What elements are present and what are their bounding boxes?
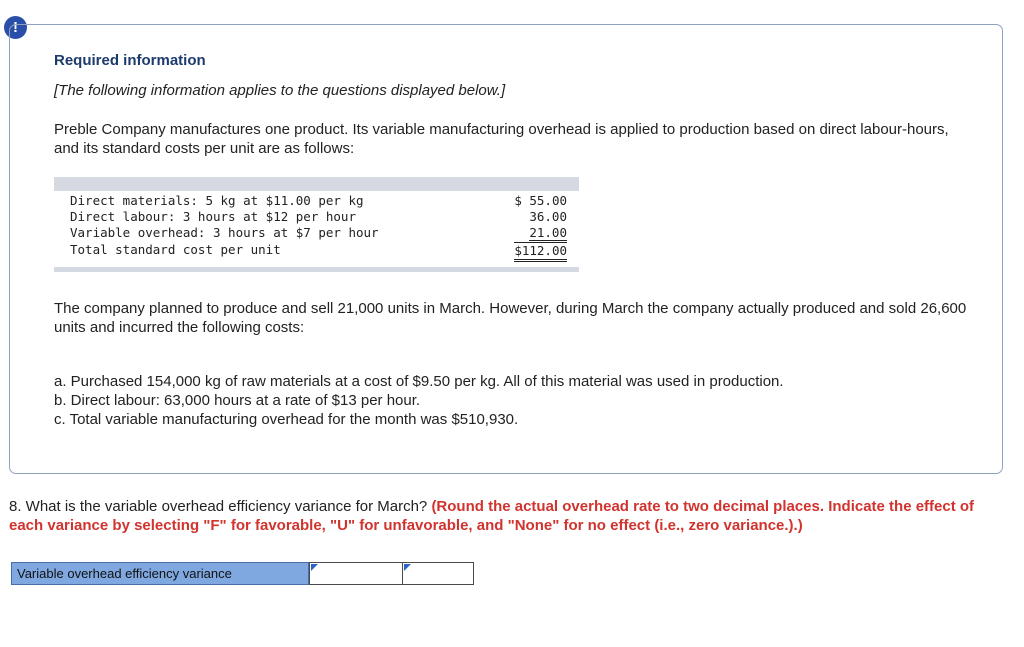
required-information-title: Required information (54, 52, 206, 69)
table-row (54, 225, 579, 242)
table-header-bar (54, 177, 579, 191)
row-amount-total: $112.00 (514, 242, 567, 262)
row-label: Direct materials: 5 kg at $11.00 per kg (70, 193, 364, 208)
question-instructions: (Round the actual overhead rate to two decimal places. Indicate the effect of each variance by selecting "F" for favorable, "U" for unfavorable, and "None" for no effect (i.e., zero variance.).) (9, 498, 975, 534)
row-amount: $ 55.00 (514, 193, 567, 208)
list-item: c. Total variable manufacturing overhead for the month was $510,930. (54, 411, 519, 428)
actual-costs-list (54, 372, 784, 429)
table-row-total (54, 242, 579, 259)
variance-effect-select[interactable] (403, 562, 474, 585)
plan-paragraph: The company planned to produce and sell 21,000 units in March. However, during March the company actually produced and sold 26,600 units and incurred the following costs: (54, 300, 967, 336)
table-row (54, 209, 579, 226)
question-8 (9, 497, 1009, 535)
table-row (54, 193, 579, 210)
intro-paragraph: Preble Company manufactures one product. Its variable manufacturing overhead is applied to production based on direct labour-hours, and its standard costs per unit are as follows: (54, 121, 949, 157)
row-label: Total standard cost per unit (70, 242, 281, 257)
input-marker-icon (311, 564, 318, 571)
row-label: Variable overhead: 3 hours at $7 per hour (70, 225, 379, 240)
standard-cost-table (54, 177, 579, 258)
row-label: Direct labour: 3 hours at $12 per hour (70, 209, 356, 224)
row-amount: 36.00 (529, 209, 567, 224)
question-text: 8. What is the variable overhead efficiency variance for March? (9, 498, 432, 515)
applies-note: [The following information applies to the questions displayed below.] (54, 82, 506, 99)
variance-amount-input[interactable] (309, 562, 403, 585)
row-amount: 21.00 (529, 225, 567, 240)
dropdown-marker-icon (404, 564, 411, 571)
alert-icon: ! (4, 16, 27, 39)
list-item: b. Direct labour: 63,000 hours at a rate of $13 per hour. (54, 392, 421, 409)
answer-label: Variable overhead efficiency variance (11, 562, 309, 585)
answer-row (11, 562, 474, 585)
list-item: a. Purchased 154,000 kg of raw materials at a cost of $9.50 per kg. All of this material was used in production. (54, 373, 784, 390)
table-footer-bar (54, 267, 579, 272)
